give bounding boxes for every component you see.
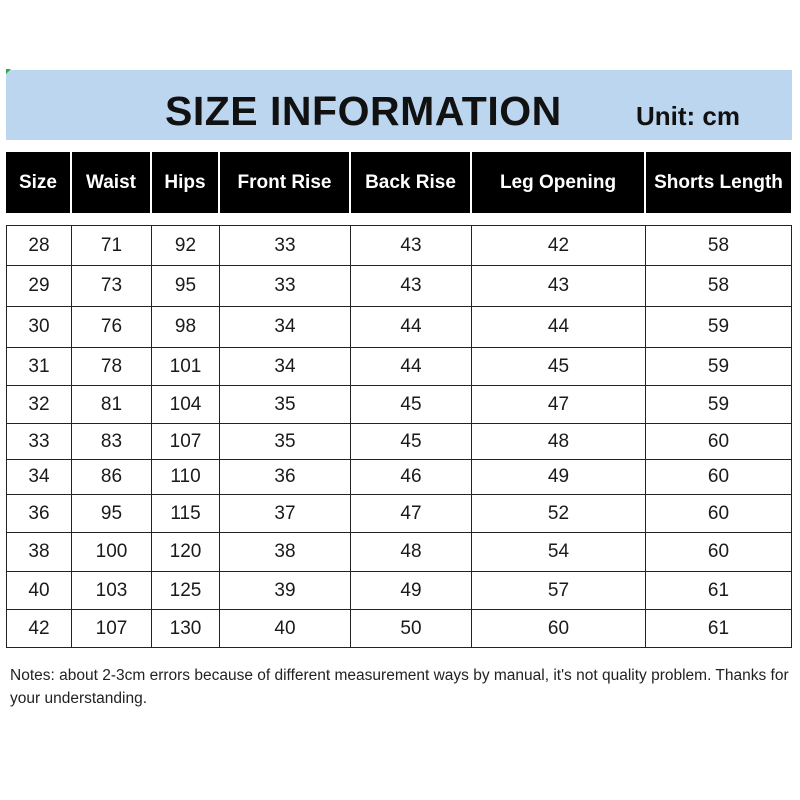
table-cell: 38 <box>220 533 351 572</box>
table-cell: 48 <box>472 424 646 460</box>
table-cell: 115 <box>152 495 220 533</box>
table-cell: 81 <box>72 386 152 424</box>
table-cell: 29 <box>7 266 72 307</box>
table-cell: 40 <box>220 610 351 648</box>
table-row <box>7 460 792 495</box>
table-row <box>7 266 792 307</box>
table-cell: 34 <box>220 307 351 348</box>
column-header: Waist <box>71 151 151 214</box>
table-cell: 38 <box>7 533 72 572</box>
size-table <box>6 225 792 648</box>
table-cell: 44 <box>351 307 472 348</box>
table-cell: 44 <box>351 348 472 386</box>
table-row <box>7 307 792 348</box>
table-cell: 86 <box>72 460 152 495</box>
table-cell: 35 <box>220 386 351 424</box>
table-row <box>7 572 792 610</box>
table-cell: 44 <box>472 307 646 348</box>
table-cell: 83 <box>72 424 152 460</box>
table-cell: 39 <box>220 572 351 610</box>
table-cell: 35 <box>220 424 351 460</box>
column-header: Back Rise <box>350 151 471 214</box>
table-row <box>7 386 792 424</box>
table-row <box>7 226 792 266</box>
table-cell: 101 <box>152 348 220 386</box>
table-cell: 107 <box>72 610 152 648</box>
table-cell: 59 <box>646 386 792 424</box>
table-cell: 59 <box>646 348 792 386</box>
table-cell: 59 <box>646 307 792 348</box>
table-cell: 31 <box>7 348 72 386</box>
unit-label: Unit: cm <box>636 101 740 131</box>
column-header: Hips <box>151 151 219 214</box>
table-cell: 40 <box>7 572 72 610</box>
table-cell: 60 <box>646 495 792 533</box>
table-cell: 95 <box>152 266 220 307</box>
table-cell: 60 <box>472 610 646 648</box>
table-cell: 78 <box>72 348 152 386</box>
table-cell: 33 <box>7 424 72 460</box>
table-cell: 100 <box>72 533 152 572</box>
table-cell: 28 <box>7 226 72 266</box>
table-cell: 45 <box>472 348 646 386</box>
table-cell: 42 <box>472 226 646 266</box>
table-cell: 98 <box>152 307 220 348</box>
table-cell: 60 <box>646 460 792 495</box>
table-cell: 130 <box>152 610 220 648</box>
table-cell: 120 <box>152 533 220 572</box>
banner-corner-mark <box>6 69 11 74</box>
table-row <box>7 495 792 533</box>
table-cell: 73 <box>72 266 152 307</box>
table-cell: 45 <box>351 424 472 460</box>
table-cell: 33 <box>220 266 351 307</box>
table-cell: 110 <box>152 460 220 495</box>
table-cell: 60 <box>646 533 792 572</box>
table-cell: 36 <box>7 495 72 533</box>
table-cell: 125 <box>152 572 220 610</box>
table-cell: 46 <box>351 460 472 495</box>
table-cell: 54 <box>472 533 646 572</box>
table-cell: 103 <box>72 572 152 610</box>
table-cell: 48 <box>351 533 472 572</box>
table-cell: 47 <box>472 386 646 424</box>
table-cell: 60 <box>646 424 792 460</box>
table-cell: 61 <box>646 610 792 648</box>
table-cell: 92 <box>152 226 220 266</box>
table-cell: 43 <box>351 266 472 307</box>
table-cell: 43 <box>472 266 646 307</box>
column-header: Size <box>6 151 71 214</box>
table-cell: 57 <box>472 572 646 610</box>
table-cell: 107 <box>152 424 220 460</box>
size-table-header <box>6 150 791 215</box>
table-cell: 49 <box>472 460 646 495</box>
table-cell: 36 <box>220 460 351 495</box>
table-row <box>7 533 792 572</box>
table-cell: 104 <box>152 386 220 424</box>
table-cell: 71 <box>72 226 152 266</box>
column-header: Leg Opening <box>471 151 645 214</box>
column-header: Front Rise <box>219 151 350 214</box>
table-cell: 52 <box>472 495 646 533</box>
table-row <box>7 610 792 648</box>
table-cell: 32 <box>7 386 72 424</box>
table-cell: 49 <box>351 572 472 610</box>
table-cell: 34 <box>7 460 72 495</box>
table-cell: 76 <box>72 307 152 348</box>
table-cell: 61 <box>646 572 792 610</box>
table-cell: 50 <box>351 610 472 648</box>
header-row <box>6 151 791 214</box>
table-cell: 30 <box>7 307 72 348</box>
table-cell: 45 <box>351 386 472 424</box>
table-row <box>7 424 792 460</box>
table-cell: 43 <box>351 226 472 266</box>
table-cell: 37 <box>220 495 351 533</box>
notes-text: Notes: about 2-3cm errors because of different measurement ways by manual, it's not quality problem. Thanks for your understanding. <box>10 667 789 707</box>
table-row <box>7 348 792 386</box>
table-cell: 95 <box>72 495 152 533</box>
page-title: SIZE INFORMATION <box>165 88 562 134</box>
table-cell: 42 <box>7 610 72 648</box>
table-cell: 34 <box>220 348 351 386</box>
table-cell: 33 <box>220 226 351 266</box>
table-cell: 58 <box>646 226 792 266</box>
table-cell: 58 <box>646 266 792 307</box>
column-header: Shorts Length <box>645 151 791 214</box>
table-cell: 47 <box>351 495 472 533</box>
